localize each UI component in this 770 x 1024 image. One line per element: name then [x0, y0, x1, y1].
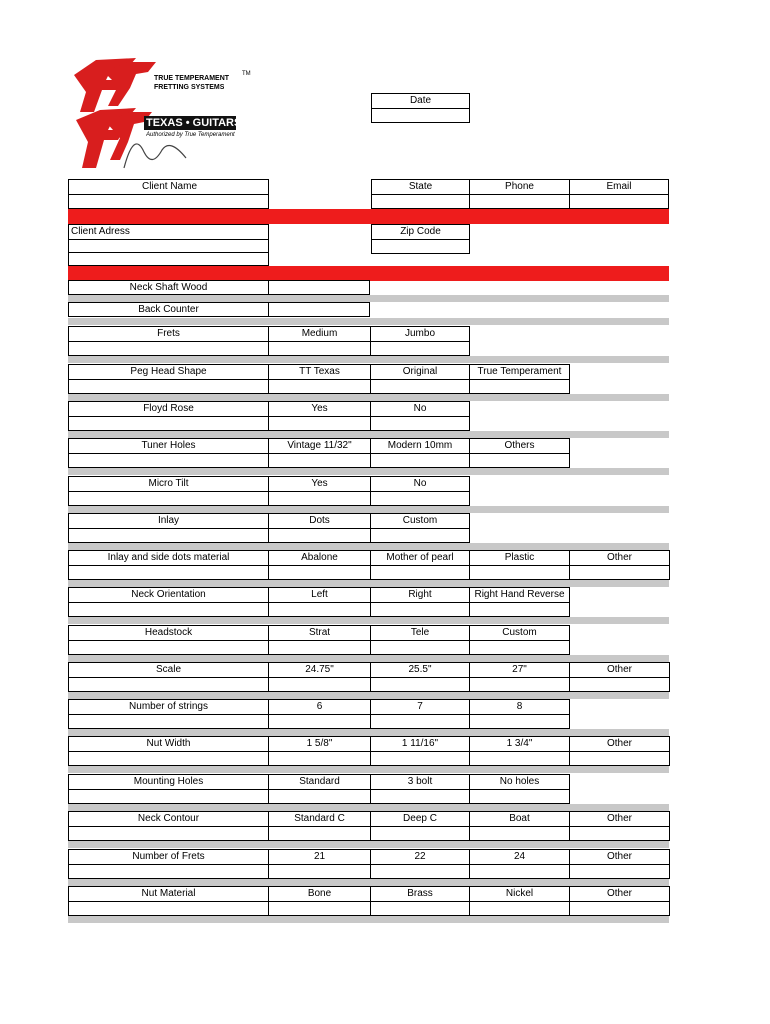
- option-label: Inlay: [69, 514, 268, 529]
- option-choice-cell[interactable]: [268, 326, 371, 356]
- option-row-label-cell: [68, 476, 269, 506]
- option-row-label-cell: [68, 625, 269, 655]
- row-separator: [68, 879, 669, 886]
- option-choice-label: 22: [371, 850, 469, 865]
- neck-shaft-wood-label: Neck Shaft Wood: [129, 282, 208, 293]
- option-choice-label: Dots: [269, 514, 370, 529]
- option-choice-label: Yes: [269, 477, 370, 492]
- company-logo: [66, 50, 266, 180]
- option-choice-cell[interactable]: [370, 513, 470, 543]
- option-choice-cell[interactable]: [268, 886, 371, 916]
- option-label: Nut Material: [69, 887, 268, 902]
- back-counter-label: Back Counter: [138, 304, 199, 315]
- row-separator: [68, 580, 669, 587]
- option-choice-cell[interactable]: [268, 699, 371, 729]
- logo-brand: TEXAS • GUITARS: [146, 117, 242, 129]
- option-choice-cell[interactable]: [268, 774, 371, 804]
- option-row-label-cell: [68, 401, 269, 431]
- option-choice-label: No: [371, 477, 469, 492]
- client-name-field[interactable]: [68, 179, 269, 209]
- option-choice-label: Yes: [269, 402, 370, 417]
- row-separator: [68, 617, 669, 624]
- option-choice-label: Other: [570, 812, 669, 827]
- email-field[interactable]: [569, 179, 669, 209]
- option-choice-label: Other: [570, 887, 669, 902]
- option-label: Peg Head Shape: [69, 365, 268, 380]
- option-label: Tuner Holes: [69, 439, 268, 454]
- option-choice-label: Mother of pearl: [371, 551, 469, 566]
- option-label: Number of Frets: [69, 850, 268, 865]
- option-label: Inlay and side dots material: [69, 551, 268, 566]
- option-choice-cell[interactable]: [268, 364, 371, 394]
- option-choice-label: 27": [470, 663, 569, 678]
- option-choice-label: Custom: [371, 514, 469, 529]
- option-row-label-cell: [68, 811, 269, 841]
- option-choice-cell[interactable]: [268, 587, 371, 617]
- option-choice-label: 21: [269, 850, 370, 865]
- client-address-label: Client Adress: [69, 225, 268, 240]
- email-label: Email: [570, 180, 668, 195]
- option-choice-cell[interactable]: [370, 364, 470, 394]
- option-choice-cell[interactable]: [469, 625, 570, 655]
- option-choice-label: Custom: [470, 626, 569, 641]
- option-label: Headstock: [69, 626, 268, 641]
- option-choice-cell[interactable]: [268, 401, 371, 431]
- phone-field[interactable]: [469, 179, 570, 209]
- option-label: Nut Width: [69, 737, 268, 752]
- option-choice-label: Original: [371, 365, 469, 380]
- option-choice-cell[interactable]: [469, 774, 570, 804]
- option-choice-label: Jumbo: [371, 327, 469, 342]
- row-separator: [68, 543, 669, 550]
- option-choice-cell[interactable]: [469, 587, 570, 617]
- option-choice-cell[interactable]: [370, 699, 470, 729]
- option-choice-label: 24.75": [269, 663, 370, 678]
- option-choice-cell[interactable]: [569, 886, 670, 916]
- address-line-divider: [69, 252, 268, 253]
- row-separator: [68, 295, 669, 302]
- option-choice-label: No holes: [470, 775, 569, 790]
- option-choice-cell[interactable]: [370, 550, 470, 580]
- option-choice-label: Vintage 11/32": [269, 439, 370, 454]
- option-choice-label: 24: [470, 850, 569, 865]
- zip-code-label: Zip Code: [372, 225, 469, 240]
- option-label: Micro Tilt: [69, 477, 268, 492]
- option-choice-cell[interactable]: [268, 438, 371, 468]
- state-label: State: [372, 180, 469, 195]
- row-separator: [68, 394, 669, 401]
- row-separator: [68, 729, 669, 736]
- option-choice-cell[interactable]: [569, 811, 670, 841]
- option-choice-label: Other: [570, 551, 669, 566]
- option-choice-label: Others: [470, 439, 569, 454]
- option-choice-label: Plastic: [470, 551, 569, 566]
- option-choice-cell[interactable]: [469, 699, 570, 729]
- option-choice-cell[interactable]: [370, 774, 470, 804]
- option-choice-label: 7: [371, 700, 469, 715]
- option-row-label-cell: [68, 662, 269, 692]
- option-choice-cell[interactable]: [268, 625, 371, 655]
- option-choice-label: Standard: [269, 775, 370, 790]
- option-choice-label: Medium: [269, 327, 370, 342]
- logo-line2: FRETTING SYSTEMS: [154, 84, 225, 91]
- option-choice-cell[interactable]: [370, 662, 470, 692]
- option-choice-cell[interactable]: [268, 513, 371, 543]
- option-choice-label: Right: [371, 588, 469, 603]
- option-label: Scale: [69, 663, 268, 678]
- option-choice-cell[interactable]: [268, 550, 371, 580]
- option-choice-cell[interactable]: [268, 811, 371, 841]
- logo-tagline: Authorized by True Temperament: [146, 132, 235, 138]
- option-choice-cell[interactable]: [569, 662, 670, 692]
- option-choice-cell[interactable]: [370, 811, 470, 841]
- option-choice-cell[interactable]: [469, 811, 570, 841]
- back-counter-label-cell: [68, 302, 269, 317]
- option-choice-cell[interactable]: [569, 736, 670, 766]
- option-row-label-cell: [68, 550, 269, 580]
- option-choice-cell[interactable]: [370, 326, 470, 356]
- zip-code-field[interactable]: [371, 224, 470, 254]
- row-separator: [68, 506, 669, 513]
- option-choice-label: Other: [570, 737, 669, 752]
- option-choice-cell[interactable]: [469, 736, 570, 766]
- option-label: Floyd Rose: [69, 402, 268, 417]
- option-label: Neck Orientation: [69, 588, 268, 603]
- option-choice-cell[interactable]: [469, 550, 570, 580]
- section-divider: [68, 266, 669, 281]
- option-choice-label: Abalone: [269, 551, 370, 566]
- option-choice-label: Standard C: [269, 812, 370, 827]
- option-row-label-cell: [68, 587, 269, 617]
- client-address-field[interactable]: [68, 224, 269, 266]
- row-separator: [68, 804, 669, 811]
- option-choice-cell[interactable]: [268, 849, 371, 879]
- date-field[interactable]: [371, 93, 470, 123]
- option-row-label-cell: [68, 849, 269, 879]
- option-choice-label: 1 11/16": [371, 737, 469, 752]
- option-choice-label: Left: [269, 588, 370, 603]
- row-separator: [68, 655, 669, 662]
- option-choice-label: Other: [570, 850, 669, 865]
- option-label: Number of strings: [69, 700, 268, 715]
- option-choice-cell[interactable]: [370, 736, 470, 766]
- section-divider: [68, 209, 669, 224]
- option-choice-label: True Temperament: [470, 365, 569, 380]
- option-choice-cell[interactable]: [370, 886, 470, 916]
- row-separator: [68, 841, 669, 848]
- option-row-label-cell: [68, 736, 269, 766]
- row-separator: [68, 318, 669, 325]
- option-choice-label: Boat: [470, 812, 569, 827]
- option-choice-cell[interactable]: [268, 476, 371, 506]
- option-choice-cell[interactable]: [370, 438, 470, 468]
- option-label: Neck Contour: [69, 812, 268, 827]
- option-choice-label: 6: [269, 700, 370, 715]
- option-choice-cell[interactable]: [569, 550, 670, 580]
- option-choice-label: TT Texas: [269, 365, 370, 380]
- phone-label: Phone: [470, 180, 569, 195]
- state-field[interactable]: [371, 179, 470, 209]
- neck-shaft-wood-label-cell: [68, 280, 269, 295]
- option-choice-cell[interactable]: [370, 476, 470, 506]
- option-choice-label: Brass: [371, 887, 469, 902]
- row-separator: [68, 766, 669, 773]
- option-row-label-cell: [68, 513, 269, 543]
- option-choice-label: Bone: [269, 887, 370, 902]
- client-name-label: Client Name: [69, 180, 268, 195]
- option-choice-cell[interactable]: [268, 736, 371, 766]
- option-choice-label: Other: [570, 663, 669, 678]
- row-separator: [68, 431, 669, 438]
- option-label: Mounting Holes: [69, 775, 268, 790]
- tt-logo-icon: [66, 50, 266, 180]
- trademark-mark: TM: [242, 71, 251, 77]
- option-choice-label: 25.5": [371, 663, 469, 678]
- option-choice-cell[interactable]: [569, 849, 670, 879]
- neck-shaft-wood-field[interactable]: [268, 280, 370, 295]
- option-choice-label: Tele: [371, 626, 469, 641]
- date-label: Date: [372, 94, 469, 109]
- option-choice-cell[interactable]: [469, 364, 570, 394]
- back-counter-field[interactable]: [268, 302, 370, 317]
- option-choice-label: Strat: [269, 626, 370, 641]
- option-choice-label: Deep C: [371, 812, 469, 827]
- row-separator: [68, 916, 669, 923]
- option-choice-cell[interactable]: [469, 886, 570, 916]
- option-row-label-cell: [68, 774, 269, 804]
- row-separator: [68, 356, 669, 363]
- option-choice-label: No: [371, 402, 469, 417]
- option-choice-cell[interactable]: [370, 625, 470, 655]
- option-choice-cell[interactable]: [370, 849, 470, 879]
- option-choice-label: 1 5/8": [269, 737, 370, 752]
- option-choice-cell[interactable]: [469, 438, 570, 468]
- option-row-label-cell: [68, 886, 269, 916]
- option-choice-cell[interactable]: [370, 401, 470, 431]
- option-row-label-cell: [68, 699, 269, 729]
- option-choice-cell[interactable]: [370, 587, 470, 617]
- row-separator: [68, 468, 669, 475]
- option-choice-label: Modern 10mm: [371, 439, 469, 454]
- option-row-label-cell: [68, 364, 269, 394]
- option-choice-label: Right Hand Reverse: [470, 588, 569, 603]
- option-choice-cell[interactable]: [469, 849, 570, 879]
- option-choice-label: 3 bolt: [371, 775, 469, 790]
- logo-line1: TRUE TEMPERAMENT: [154, 75, 230, 82]
- option-label: Frets: [69, 327, 268, 342]
- option-choice-label: 1 3/4": [470, 737, 569, 752]
- option-choice-cell[interactable]: [268, 662, 371, 692]
- option-row-label-cell: [68, 326, 269, 356]
- option-choice-label: Nickel: [470, 887, 569, 902]
- option-row-label-cell: [68, 438, 269, 468]
- option-choice-cell[interactable]: [469, 662, 570, 692]
- row-separator: [68, 692, 669, 699]
- option-choice-label: 8: [470, 700, 569, 715]
